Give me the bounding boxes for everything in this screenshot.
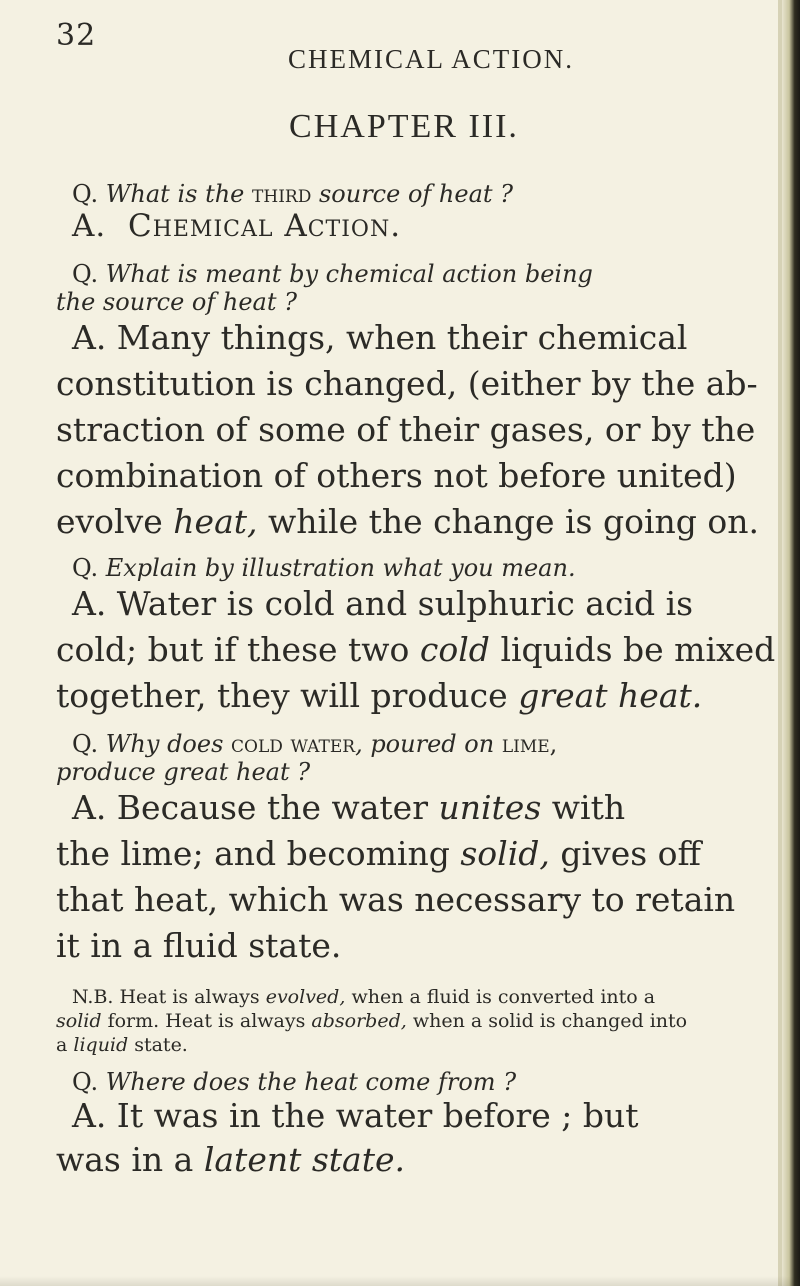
answer-4-line-3: that heat, which was necessary to retain [56,880,736,919]
answer-3-line-1: A. Water is cold and sulphuric acid is [72,584,694,623]
a-text: Chemical Action. [127,208,402,244]
q-text: , poured on [355,730,495,758]
q-text: produce great heat ? [56,758,311,786]
q-text: What is meant by chemical action being [105,260,593,288]
q-text: source of heat ? [318,180,514,208]
text-run-italic: great heat. [518,676,703,715]
text-run: A. Because the water [72,788,428,827]
text-run: N.B. Heat is always [72,986,260,1008]
note-line-3 [56,1034,188,1056]
text-run-italic: evolved, [265,986,346,1008]
answer-1 [72,208,401,244]
answer-2-line-4: combination of others not before united) [56,456,737,495]
q-text: the source of heat ? [56,288,297,316]
q-label: Q. [72,260,99,288]
answer-3-line-2 [56,630,775,669]
q-text: Why does [105,730,224,758]
answer-4-line-4: it in a fluid state. [56,926,342,965]
answer-3-line-3 [56,676,702,715]
note-line-2 [56,1010,687,1032]
question-2 [72,260,593,288]
question-5 [72,1068,516,1096]
q-label: Q. [72,730,99,758]
text-run: when a fluid is converted into a [351,986,656,1008]
q-text: , [549,730,558,758]
text-run-italic: solid [56,1010,102,1032]
q-text-smallcaps: cold water [231,730,356,758]
answer-2-line-3: straction of some of their gases, or by the [56,410,756,449]
question-4-cont [56,758,310,786]
q-text-smallcaps: third [252,180,312,208]
q-label: Q. [72,180,99,208]
answer-2-line-2: constitution is changed, (either by the ab- [56,364,758,403]
text-run: form. Heat is always [107,1010,306,1032]
answer-4-line-2 [56,834,701,873]
text-run: together, they will produce [56,676,508,715]
running-head: CHEMICAL ACTION. [288,44,574,74]
text-run: with [551,788,626,827]
text-run: the lime; and becoming [56,834,450,873]
q-label: Q. [72,1068,99,1096]
text-run: a [56,1034,68,1056]
text-run: when a solid is changed into [412,1010,688,1032]
question-1 [72,180,513,208]
text-run-italic: liquid [73,1034,129,1056]
note-line-1 [72,986,655,1008]
text-run: state. [134,1034,188,1056]
text-run: liquids be mixed [500,630,776,669]
text-run-italic: unites [438,788,542,827]
chapter-title: CHAPTER III. [289,108,519,145]
answer-5-line-2 [56,1140,405,1179]
text-run: cold; but if these two [56,630,410,669]
q-text: Explain by illustration what you mean. [105,554,576,582]
text-run: while the change is going on. [268,502,759,541]
q-label: Q. [72,554,99,582]
answer-2-line-5 [56,502,759,541]
text-run-italic: solid, [460,834,550,873]
question-4 [72,730,557,758]
q-text: What is the [105,180,245,208]
a-label: A. [72,208,107,244]
page-number: 32 [56,18,97,53]
text-run: was in a [56,1140,194,1179]
text-run-italic: cold [419,630,490,669]
bottom-shadow [0,1276,800,1286]
text-run-italic: latent state. [203,1140,406,1179]
question-3 [72,554,576,582]
text-run: gives off [560,834,701,873]
answer-2-line-1: A. Many things, when their chemical [72,318,688,357]
q-text: Where does the heat come from ? [105,1068,517,1096]
text-run: evolve [56,502,163,541]
text-run-italic: absorbed, [311,1010,407,1032]
answer-4-line-1 [72,788,625,827]
q-text-smallcaps: lime [501,730,550,758]
question-2-cont [56,288,297,316]
answer-5-line-1: A. It was in the water before ; but [72,1096,639,1135]
text-run-italic: heat, [173,502,258,541]
page-edge-shadow [782,0,800,1286]
